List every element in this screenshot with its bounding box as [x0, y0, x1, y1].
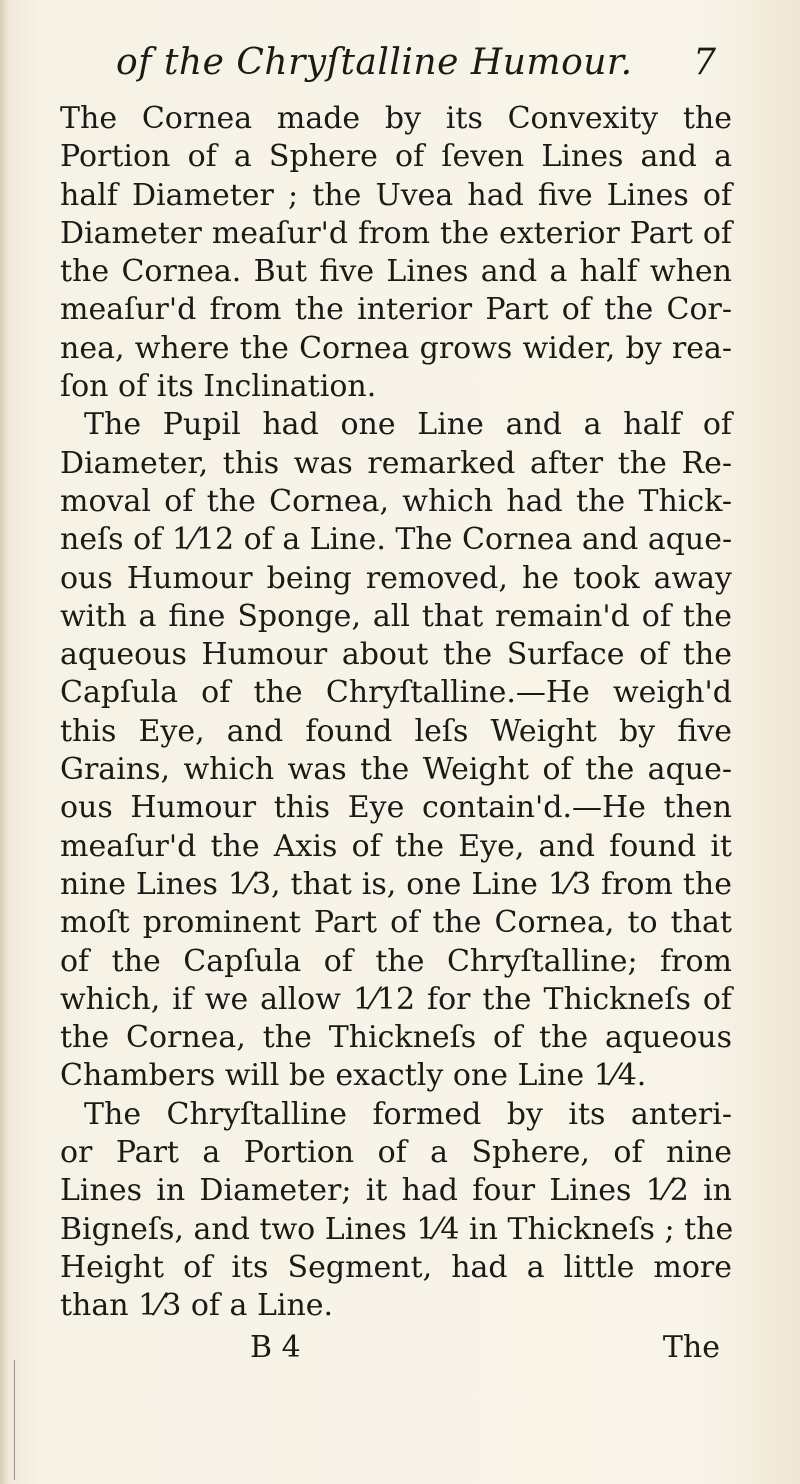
text-line: with a fine Sponge, all that remain'd of the [60, 598, 732, 634]
text-line: Diameter meaſur'd from the exterior Part of [60, 215, 732, 251]
text-line: Chambers will be exactly one Line 1⁄4. [60, 1058, 647, 1094]
body-text [60, 100, 732, 1326]
page-number: 7 [693, 42, 716, 83]
text-line: Bigneſs, and two Lines 1⁄4 in Thickneſs ; the [60, 1211, 734, 1247]
text-line: ſon of its Inclination. [60, 369, 377, 405]
text-line: half Diameter ; the Uvea had five Lines of [60, 177, 732, 213]
page-binding-edge [0, 0, 8, 1484]
text-line: moval of the Cornea, which had the Thick- [60, 483, 732, 519]
text-line: or Part a Portion of a Sphere, of nine [60, 1135, 732, 1171]
text-line: Portion of a Sphere of ſeven Lines and a [60, 139, 732, 175]
text-line: Lines in Diameter; it had four Lines 1⁄2 in [60, 1173, 732, 1209]
text-line: the Cornea. But five Lines and a half when [60, 254, 732, 290]
text-line: ous Humour this Eye contain'd.—He then [60, 790, 732, 826]
text-line: Height of its Segment, had a little more [60, 1249, 732, 1285]
text-line: The Cornea made by its Convexity the [60, 101, 732, 136]
text-line: this Eye, and found leſs Weight by five [60, 713, 732, 749]
text-line: ous Humour being removed, he took away [60, 560, 732, 596]
catchword: The [662, 1330, 720, 1365]
text-line: the Cornea, the Thickneſs of the aqueous [60, 1020, 732, 1056]
margin-rule [14, 1360, 15, 1480]
text-line: Diameter, this was remarked after the Re- [60, 445, 732, 481]
text-line: nea, where the Cornea grows wider, by rea- [60, 330, 732, 366]
text-line: Capſula of the Chryſtalline.—He weigh'd [60, 675, 732, 711]
page-header [116, 42, 716, 98]
text-line: Grains, which was the Weight of the aque- [60, 752, 732, 788]
running-head: of the Chryſtalline Humour. [116, 42, 633, 83]
text-line: than 1⁄3 of a Line. [60, 1288, 334, 1324]
text-line: meaſur'd the Axis of the Eye, and found it [60, 828, 732, 864]
text-line: The Chryſtalline formed by its anteri- [84, 1096, 732, 1132]
text-line: of the Capſula of the Chryſtalline; from [60, 943, 732, 979]
text-line: The Pupil had one Line and a half of [84, 407, 732, 443]
signature-mark: B 4 [250, 1330, 301, 1365]
page-footer [60, 1330, 720, 1374]
text-line: moſt prominent Part of the Cornea, to that [60, 905, 732, 941]
text-line: neſs of 1⁄12 of a Line. The Cornea and aque- [60, 522, 733, 558]
text-line: aqueous Humour about the Surface of the [60, 637, 732, 673]
text-line: which, if we allow 1⁄12 for the Thickneſs of [60, 981, 732, 1017]
text-line: nine Lines 1⁄3, that is, one Line 1⁄3 from the [60, 866, 732, 902]
text-line: meaſur'd from the interior Part of the Cor- [60, 292, 732, 328]
